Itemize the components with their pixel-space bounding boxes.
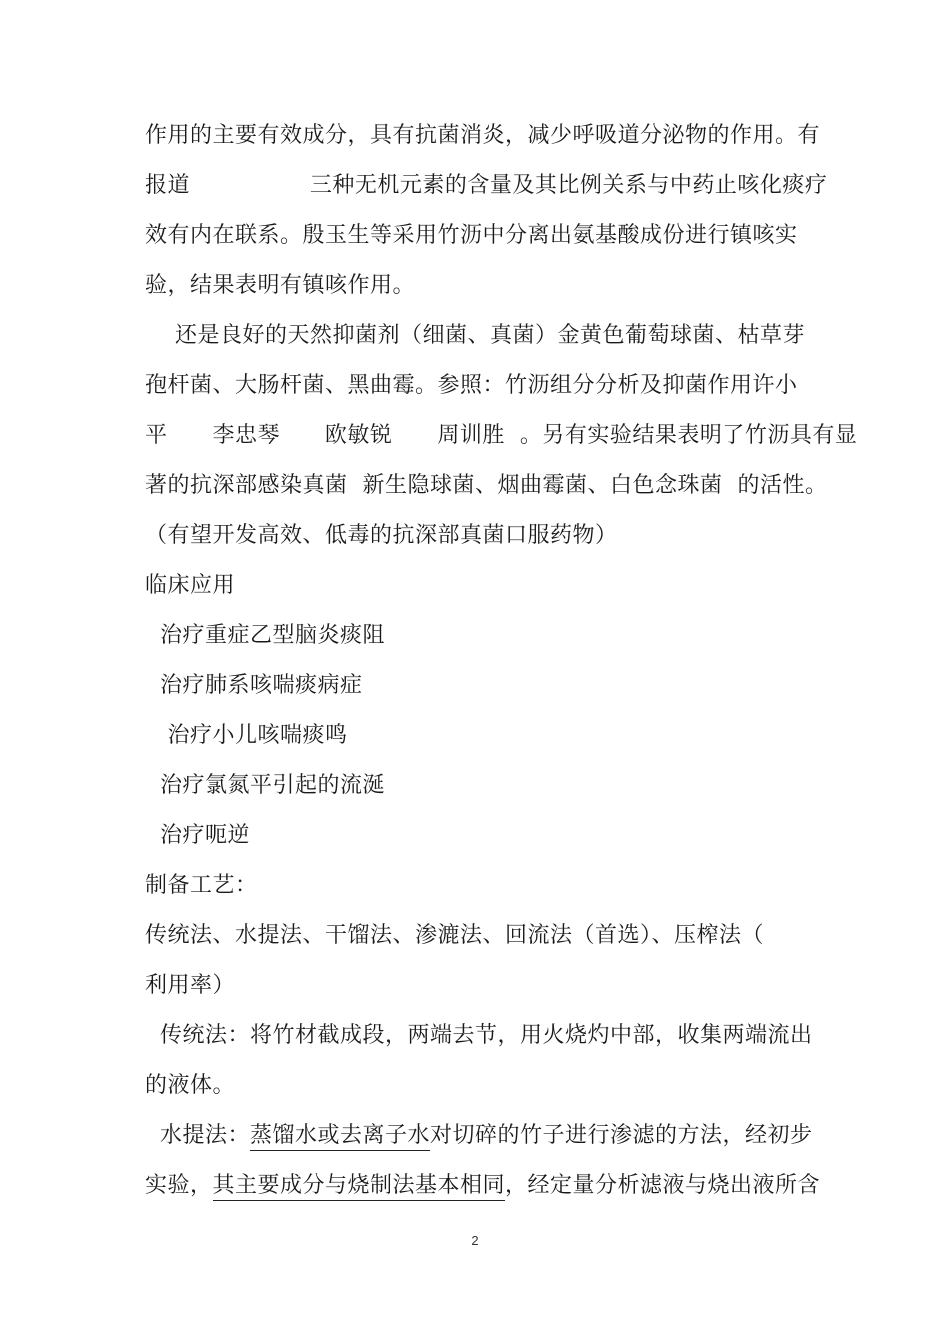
body-text-line: 作用的主要有效成分，具有抗菌消炎，减少呼吸道分泌物的作用。有 bbox=[145, 123, 821, 148]
list-item: 治疗重症乙型脑炎痰阻 bbox=[145, 623, 385, 648]
body-text-line: （有望开发高效、低毒的抗深部真菌口服药物） bbox=[145, 523, 618, 548]
section-heading: 临床应用 bbox=[145, 573, 236, 598]
body-text-line: 传统法：将竹材截成段，两端去节，用火烧灼中部，收集两端流出 bbox=[145, 1023, 813, 1048]
list-item: 治疗肺系咳喘痰病症 bbox=[145, 673, 363, 698]
experiment-line-prefix: 实验， bbox=[145, 1173, 213, 1198]
water-line-suffix: 对切碎的竹子进行渗滤的方法，经初步 bbox=[430, 1123, 813, 1148]
section-heading: 制备工艺： bbox=[145, 873, 258, 898]
list-item: 治疗氯氮平引起的流涎 bbox=[145, 773, 385, 798]
underlined-phrase: 其主要成分与烧制法基本相同 bbox=[213, 1173, 506, 1201]
list-item: 治疗呃逆 bbox=[145, 823, 250, 848]
body-text-line: 报道 三种无机元素的含量及其比例关系与中药止咳化痰疗 bbox=[145, 173, 828, 198]
experiment-line bbox=[145, 1171, 820, 1201]
page-number: 2 bbox=[471, 1233, 479, 1248]
body-text-line: 效有内在联系。殷玉生等采用竹沥中分离出氨基酸成份进行镇咳实 bbox=[145, 223, 798, 248]
body-text-line: 平 李忠琴 欧敏锐 周训胜 。另有实验结果表明了竹沥具有显 bbox=[145, 423, 858, 448]
body-text-line: 传统法、水提法、干馏法、渗漉法、回流法（首选）、压榨法（ bbox=[145, 923, 765, 948]
body-text-line: 的液体。 bbox=[145, 1073, 236, 1098]
experiment-line-suffix: ，经定量分析滤液与烧出液所含 bbox=[505, 1173, 821, 1198]
body-text-line: 利用率） bbox=[145, 973, 236, 998]
underlined-phrase: 蒸馏水或去离子水 bbox=[250, 1123, 430, 1151]
list-item: 治疗小儿咳喘痰鸣 bbox=[145, 723, 348, 748]
body-text-line: 验，结果表明有镇咳作用。 bbox=[145, 273, 416, 298]
water-extraction-line bbox=[145, 1121, 813, 1151]
body-text-line: 著的抗深部感染真菌 新生隐球菌、烟曲霉菌、白色念珠菌 的活性。 bbox=[145, 473, 828, 498]
body-text-line: 孢杆菌、大肠杆菌、黑曲霉。参照：竹沥组分分析及抑菌作用许小 bbox=[145, 373, 798, 398]
water-line-prefix: 水提法： bbox=[145, 1123, 250, 1148]
body-text-line: 还是良好的天然抑菌剂（细菌、真菌）金黄色葡萄球菌、枯草芽 bbox=[145, 323, 805, 348]
